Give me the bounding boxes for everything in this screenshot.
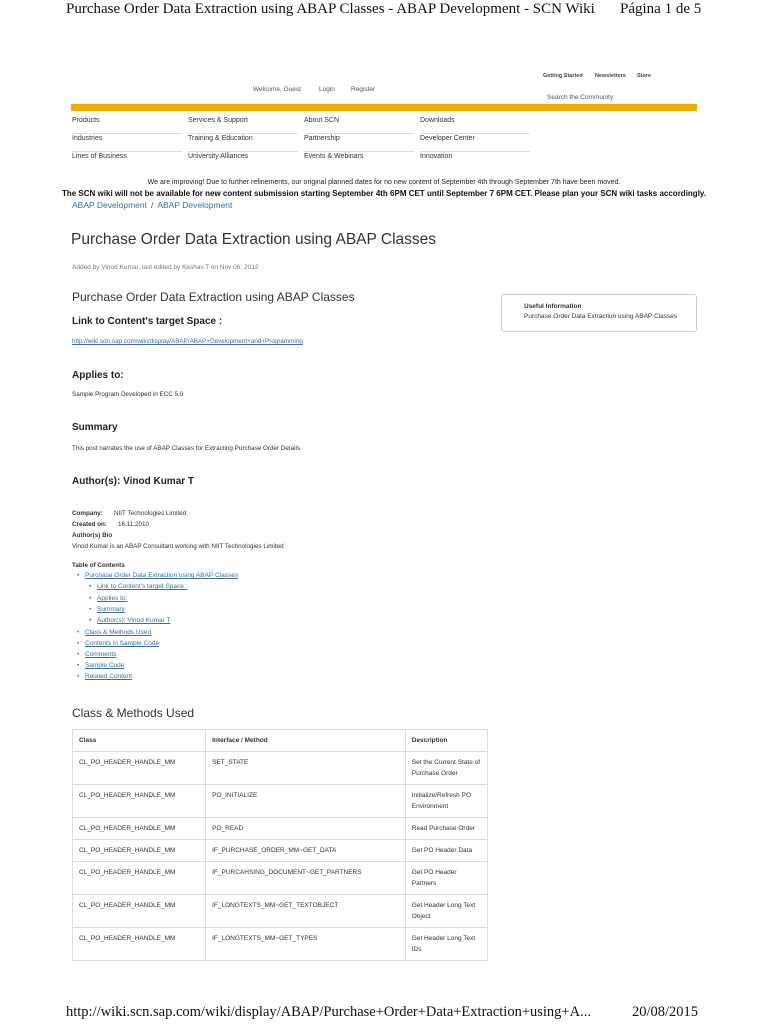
table-cell: Set the Current State of Purchase Order	[405, 752, 487, 785]
table-header-row	[73, 730, 488, 752]
table-cell: CL_PO_HEADER_HANDLE_MM	[73, 862, 206, 895]
toc-item[interactable]: • Class & Methods Used	[85, 629, 151, 636]
breadcrumb-separator: /	[150, 200, 154, 210]
table-row	[73, 895, 488, 928]
link-heading: Link to Content's target Space :	[72, 316, 223, 327]
register-link[interactable]: Register	[351, 86, 376, 93]
table-row	[73, 752, 488, 785]
section-title: Purchase Order Data Extraction using ABAP Classes	[72, 290, 355, 304]
table-cell: Get PO Header Data	[405, 840, 487, 862]
breadcrumb-item[interactable]: ABAP Development	[72, 200, 147, 210]
toc-item[interactable]: • Summary	[97, 606, 125, 613]
toc-item[interactable]: • Contents in Sample Code	[85, 640, 159, 647]
page-title: Purchase Order Data Extraction using ABAP Classes	[71, 231, 436, 248]
table-cell: CL_PO_HEADER_HANDLE_MM	[73, 785, 206, 818]
table-header-cell: Description	[405, 730, 487, 752]
table-header-cell: Interface / Method	[206, 730, 406, 752]
class-methods-table	[72, 729, 488, 961]
created-value: 16.11.2010	[118, 521, 150, 528]
table-cell: IF_PURCHASE_ORDER_MM~GET_DATA	[206, 840, 406, 862]
table-cell: IF_PURCAHSING_DOCUMENT~GET_PARTNERS	[206, 862, 406, 895]
toc-item[interactable]: • Related Content	[85, 673, 132, 680]
useful-information-title: Useful Information	[524, 303, 582, 310]
menu-item-partnership[interactable]: Partnership	[304, 135, 414, 152]
notice-line-2: The SCN wiki will not be available for new content submission starting September 4th 6PM CET until September 7 6PM CET. Please plan your SCN wiki tasks accordingly.	[61, 189, 706, 198]
menu-item-lines-of-business[interactable]: Lines of Business	[72, 153, 127, 160]
bio-label: Author(s) Bio	[72, 532, 113, 539]
authors-heading: Author(s): Vinod Kumar T	[72, 476, 195, 487]
toc-item[interactable]: • Sample Code	[85, 662, 124, 669]
print-header-title: Purchase Order Data Extraction using ABAP Classes - ABAP Development - SCN Wiki	[66, 1, 595, 17]
menu-item-industries[interactable]: Industries	[72, 135, 182, 152]
menu-item-downloads[interactable]: Downloads	[420, 117, 530, 134]
toc-item[interactable]: • Comments	[85, 651, 116, 658]
company-value: NIIT Technologies Limited	[114, 510, 187, 517]
menu-item-innovation[interactable]: Innovation	[420, 153, 453, 160]
menu-item-training-education[interactable]: Training & Education	[188, 135, 298, 152]
table-cell: CL_PO_HEADER_HANDLE_MM	[73, 752, 206, 785]
bio-text: Vinod Kumar is an ABAP Consultant working with NIIT Technologies Limited	[72, 543, 284, 550]
table-row	[73, 785, 488, 818]
table-row	[73, 818, 488, 840]
print-footer-date: 20/08/2015	[632, 1004, 699, 1020]
created-label: Created on:	[72, 521, 107, 528]
brand-bar	[71, 104, 697, 111]
getting-started-link[interactable]: Getting Started	[543, 73, 583, 79]
applies-heading: Applies to:	[72, 370, 124, 381]
summary-text: This post narrates the use of ABAP Classes for Extracting Purchase Order Details.	[72, 445, 302, 452]
table-header-cell: Class	[73, 730, 206, 752]
summary-heading: Summary	[72, 422, 118, 433]
login-link[interactable]: Login	[319, 86, 335, 93]
menu-item-university-alliances[interactable]: University Alliances	[188, 153, 249, 160]
content-space-link[interactable]: http://wiki.sdn.sap.com/wiki/display/ABAP/ABAP+Development+and+Programming	[72, 338, 303, 345]
table-cell: Read Purchase Order	[405, 818, 487, 840]
table-cell: SET_STATE	[206, 752, 406, 785]
table-row	[73, 928, 488, 961]
welcome-text: Welcome, Guest	[253, 86, 301, 93]
menu-item-about-scn[interactable]: About SCN	[304, 117, 414, 134]
table-row	[73, 840, 488, 862]
search-field[interactable]	[547, 86, 613, 104]
table-cell: IF_LONGTEXTS_MM~GET_TYPES	[206, 928, 406, 961]
toc-item[interactable]: • Applies to:	[97, 595, 127, 602]
class-methods-heading: Class & Methods Used	[72, 706, 195, 720]
newsletters-link[interactable]: Newsletters	[595, 73, 626, 79]
menu-item-products[interactable]: Products	[72, 117, 182, 134]
table-cell: Initialize/Refresh PO Environment	[405, 785, 487, 818]
menu-item-developer-center[interactable]: Developer Center	[420, 135, 530, 152]
toc-item[interactable]: • Purchase Order Data Extraction using ABAP Classes	[85, 572, 238, 579]
search-placeholder: Search the Community	[547, 94, 614, 101]
table-cell: PO_READ	[206, 818, 406, 840]
table-cell: Get PO Header Partners	[405, 862, 487, 895]
store-link[interactable]: Store	[637, 73, 652, 79]
page-meta: Added by Vinod Kumar, last edited by Keshav.T on Nov 06, 2012	[72, 264, 259, 271]
table-cell: IF_LONGTEXTS_MM~GET_TEXTOBJECT	[206, 895, 406, 928]
breadcrumb-item[interactable]: ABAP Development	[157, 200, 233, 210]
table-row	[73, 862, 488, 895]
print-footer-url: http://wiki.scn.sap.com/wiki/display/ABAP/Purchase+Order+Data+Extraction+using+A...	[66, 1004, 591, 1020]
applies-text: Sample Program Developed in ECC 5.0	[72, 391, 184, 398]
table-cell: CL_PO_HEADER_HANDLE_MM	[73, 818, 206, 840]
notice-line-1: We are improving! Due to further refinements, our original planned dates for no new content of September 4th through September 7th have been moved.	[147, 179, 621, 186]
toc-item[interactable]: • Link to Content's target Space :	[97, 583, 188, 590]
toc-item[interactable]: • Author(s): Vinod Kumar T	[97, 617, 170, 624]
table-cell: PO_INITIALIZE	[206, 785, 406, 818]
toc-heading: Table of Contents	[72, 562, 125, 569]
table-cell: CL_PO_HEADER_HANDLE_MM	[73, 840, 206, 862]
table-cell: Get Header Long Text IDs	[405, 928, 487, 961]
menu-item-services-support[interactable]: Services & Support	[188, 117, 298, 134]
table-cell: CL_PO_HEADER_HANDLE_MM	[73, 928, 206, 961]
company-label: Company:	[72, 510, 103, 517]
breadcrumb	[72, 200, 232, 210]
menu-item-events-webinars[interactable]: Events & Webinars	[304, 153, 364, 160]
table-cell: CL_PO_HEADER_HANDLE_MM	[73, 895, 206, 928]
table-cell: Get Header Long Text Object	[405, 895, 487, 928]
useful-information-desc: Purchase Order Data Extraction using ABAP Classes	[524, 313, 678, 320]
print-header-page: Página 1 de 5	[620, 1, 702, 17]
useful-information-box	[501, 294, 697, 332]
